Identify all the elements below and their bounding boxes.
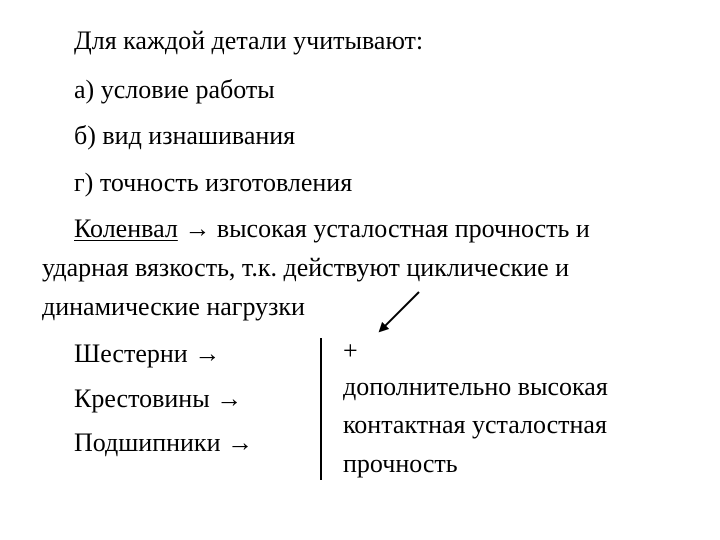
right-arrow-icon: → [216, 384, 243, 413]
extra-line-2: контактная усталостная [343, 410, 607, 439]
item-a: а) условие работы [74, 75, 275, 104]
extra-line-3: прочность [343, 449, 458, 478]
extra-line-1: дополнительно высокая [343, 372, 608, 401]
item-g: г) точность изготовления [74, 168, 353, 197]
plus-sign: + [343, 336, 358, 365]
part-name: Шестерни [74, 339, 188, 368]
right-arrow-icon: → [184, 214, 211, 243]
right-arrow-icon: → [194, 339, 221, 368]
part-name: Подшипники [74, 428, 221, 457]
crankshaft-term: Коленвал [74, 214, 178, 243]
part-name: Крестовины [74, 384, 210, 413]
crankshaft-line-2: ударная вязкость, т.к. действуют циклические и [42, 253, 570, 282]
item-b: б) вид изнашивания [74, 121, 296, 150]
header-line: Для каждой детали учитывают: [74, 26, 424, 55]
crankshaft-line-3: динамические нагрузки [42, 292, 305, 321]
right-arrow-icon: → [226, 428, 253, 457]
crankshaft-desc: высокая усталостная прочность и [210, 214, 590, 243]
